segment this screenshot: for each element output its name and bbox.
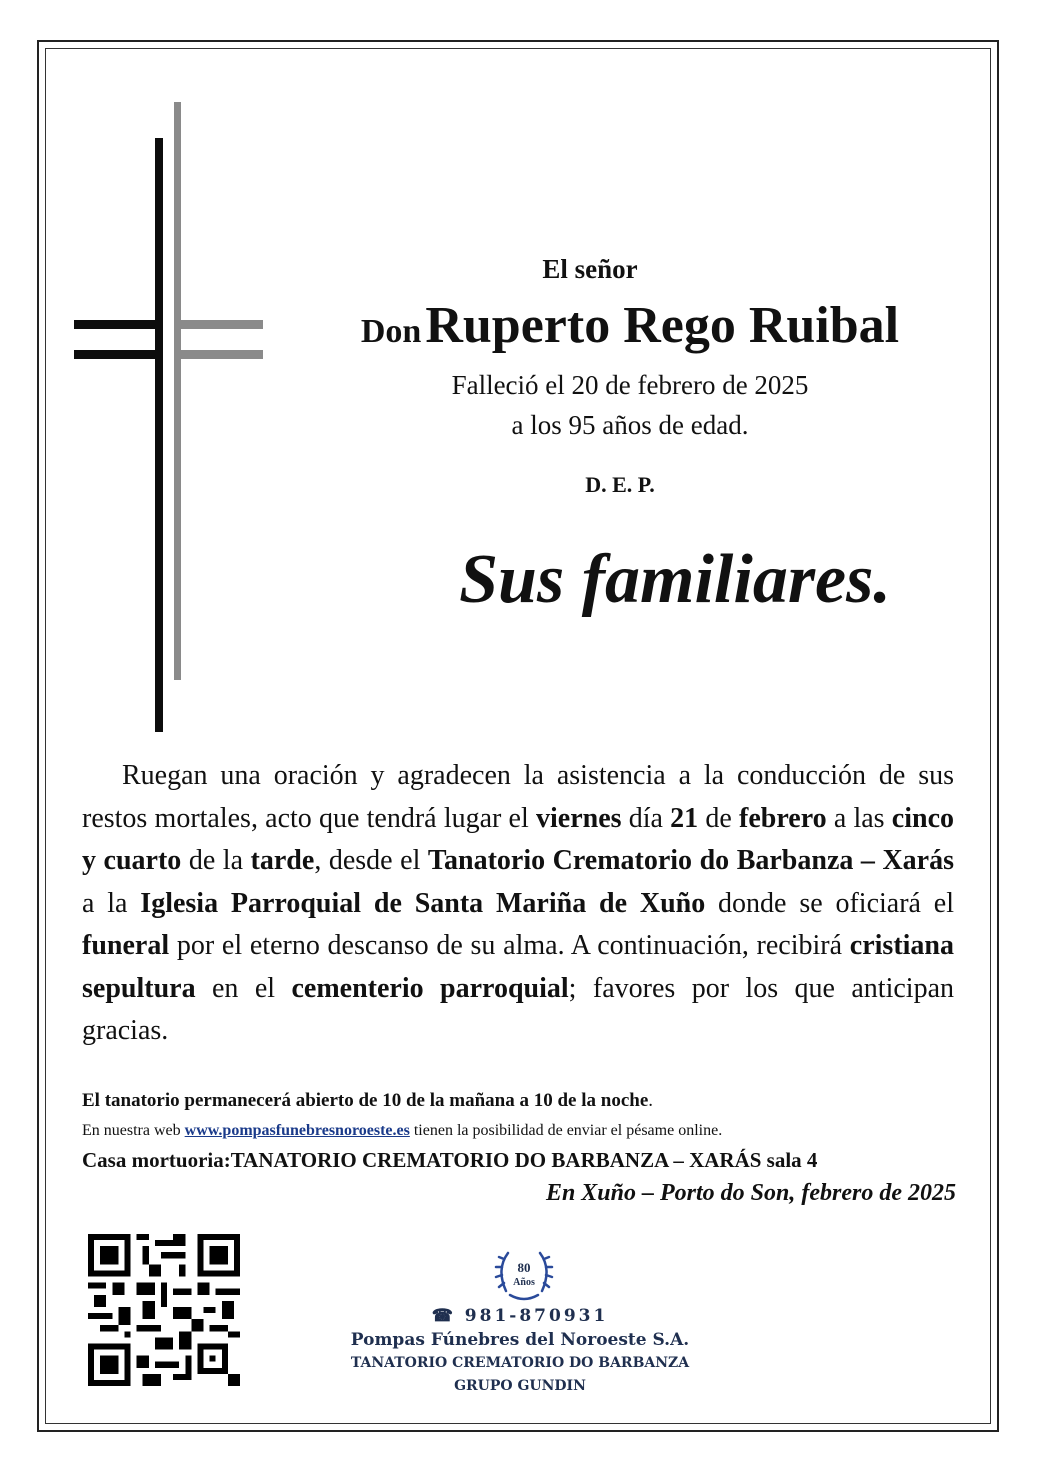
svg-text:Años: Años <box>513 1277 535 1288</box>
name-prefix: Don <box>360 313 422 350</box>
svg-text:80: 80 <box>517 1260 531 1275</box>
name-text: Ruperto Rego Ruibal <box>425 297 900 354</box>
age-line: a los 95 años de edad. <box>511 410 749 440</box>
anniversary-logo <box>488 1245 560 1307</box>
company-name: Pompas Fúnebres del Noroeste S.A. <box>350 1330 690 1350</box>
funeral-home-line: Casa mortuoria:TANATORIO CREMATORIO DO BARBANZA – XARÁS sala 4 <box>82 1148 818 1172</box>
web-line: En nuestra web www.pompasfunebresnoroeste.es tienen la posibilidad de enviar el pésame online. <box>82 1122 723 1139</box>
footer-group: GRUPO GUNDIN <box>454 1378 586 1394</box>
qr-code-icon[interactable] <box>88 1234 240 1386</box>
phone-icon: ☎ <box>431 1306 456 1326</box>
opening-hours: El tanatorio permanecerá abierto de 10 de la mañana a 10 de la noche. <box>82 1090 654 1111</box>
footer-tanatorio: TANATORIO CREMATORIO DO BARBANZA <box>350 1355 690 1371</box>
honorific: El señor <box>542 254 638 284</box>
place-date: En Xuño – Porto do Son, febrero de 2025 <box>545 1180 956 1206</box>
website-link[interactable]: www.pompasfunebresnoroeste.es <box>184 1122 410 1139</box>
phone-line <box>300 1306 740 1326</box>
phone-number: 981-870931 <box>464 1306 609 1326</box>
dep-text: D. E. P. <box>585 472 655 497</box>
deceased-name <box>280 296 980 355</box>
death-date: Falleció el 20 de febrero de 2025 <box>451 370 809 400</box>
ceremony-paragraph: Ruegan una oración y agradecen la asistencia a la conducción de sus restos mortales, acto que tendrá lugar el viernes día 21 de febrero a las cinco y cuarto de la tarde, desde el Tanatorio Crematorio do Barbanza – Xarás a la Iglesia Parroquial de Santa Mariña de Xuño donde se oficiará el funeral por el eterno descanso de su alma. A continuación, recibirá cristiana sepultura en el cementerio parroquial; favores por los que anticipan gracias. <box>82 760 955 1046</box>
family-heading: Sus familiares. <box>459 541 891 618</box>
